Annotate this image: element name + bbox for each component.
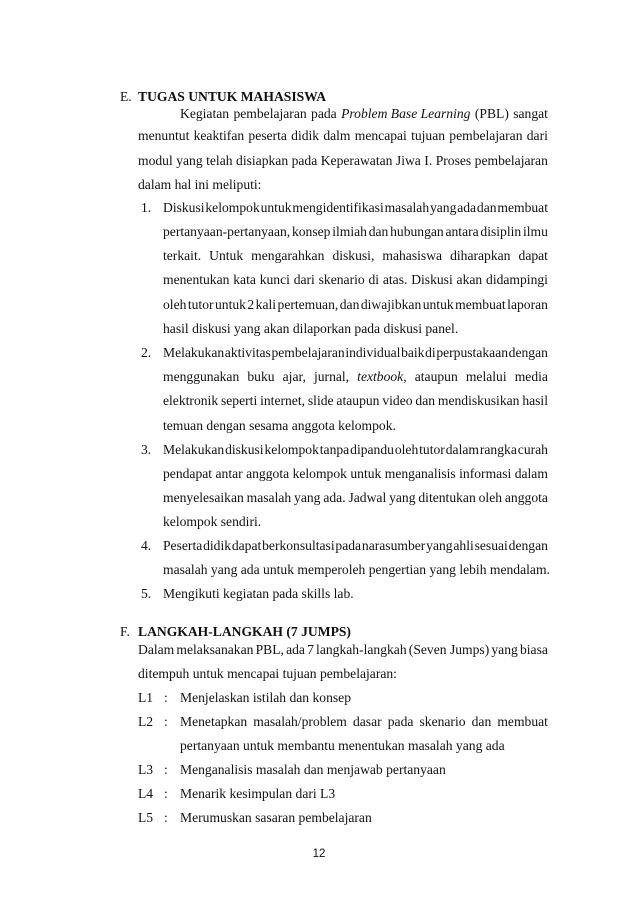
word: diharapkan bbox=[450, 248, 511, 263]
word: ataupun bbox=[414, 369, 458, 384]
list-item-2-line-3 bbox=[163, 393, 548, 409]
word: pada bbox=[291, 153, 318, 168]
word: untuk bbox=[260, 200, 292, 215]
section-e-intro-line-2 bbox=[138, 128, 548, 144]
word: pembelajaran bbox=[233, 106, 307, 121]
step-colon: : bbox=[164, 786, 168, 801]
word: membuat bbox=[497, 714, 548, 729]
word: 2 bbox=[247, 297, 255, 312]
word: melaksanakan bbox=[176, 642, 254, 657]
page-number: 12 bbox=[312, 848, 326, 860]
word: di bbox=[368, 272, 380, 287]
word: baik bbox=[401, 345, 425, 360]
word: membuat bbox=[455, 297, 506, 312]
list-item-number: 5. bbox=[141, 586, 152, 601]
word: pembelajaran bbox=[271, 345, 345, 360]
word: oleh bbox=[478, 490, 503, 505]
list-item-3-line-1 bbox=[163, 442, 548, 458]
word: keaktifan bbox=[193, 128, 245, 143]
word: media bbox=[514, 369, 548, 384]
section-f-letter: F. bbox=[120, 624, 130, 639]
word: Untuk bbox=[209, 248, 244, 263]
word: untuk bbox=[422, 297, 454, 312]
step-label: L3 bbox=[138, 762, 154, 777]
word: mengidentifikasi bbox=[292, 200, 384, 215]
word: internet, bbox=[260, 393, 306, 408]
section-f-heading: LANGKAH-LANGKAH (7 JUMPS) bbox=[138, 624, 351, 639]
word: rangka bbox=[479, 442, 517, 457]
word: yang bbox=[294, 490, 321, 505]
word: individual bbox=[345, 345, 401, 360]
word: akan bbox=[456, 272, 483, 287]
word: pada bbox=[335, 538, 362, 553]
word: ahli bbox=[453, 538, 474, 553]
word: di bbox=[425, 345, 436, 360]
word: ilmu bbox=[522, 224, 548, 239]
word: tujuan bbox=[411, 128, 446, 143]
word: diskusi, bbox=[332, 248, 375, 263]
word: tutor bbox=[419, 442, 445, 457]
step-label: L2 bbox=[138, 714, 154, 729]
list-item-3-line-4: kelompok sendiri. bbox=[163, 514, 262, 529]
list-item-2-line-1 bbox=[163, 345, 548, 361]
step-label: L4 bbox=[138, 786, 154, 801]
word: langkah-langkah bbox=[316, 642, 407, 657]
word: dalm bbox=[323, 128, 351, 143]
word: dalam bbox=[445, 442, 479, 457]
word: curah bbox=[517, 442, 548, 457]
word: antara bbox=[445, 224, 479, 239]
section-e-letter: E. bbox=[120, 89, 132, 104]
word: yang bbox=[426, 538, 453, 553]
word: video bbox=[382, 393, 413, 408]
word: anggota bbox=[246, 466, 290, 481]
word: Melakukan bbox=[163, 442, 225, 457]
word: slide bbox=[307, 393, 334, 408]
list-item-1-line-6: hasil diskusi yang akan dilaporkan pada diskusi panel. bbox=[163, 321, 459, 336]
word: informasi bbox=[459, 466, 512, 481]
word: didik bbox=[203, 538, 232, 553]
word: skenario bbox=[318, 272, 365, 287]
word: oleh bbox=[163, 297, 187, 312]
word: tutor bbox=[187, 297, 214, 312]
word: pertanyaan-pertanyaan, bbox=[163, 224, 291, 239]
word: kelompok bbox=[205, 200, 260, 215]
word: skenario bbox=[419, 714, 466, 729]
section-e-intro-line-3 bbox=[138, 153, 548, 169]
word: perpustakaan bbox=[436, 345, 509, 360]
word: aktivitas bbox=[224, 345, 271, 360]
word: didik bbox=[291, 128, 320, 143]
word: dalam bbox=[514, 466, 548, 481]
list-item-number: 1. bbox=[141, 200, 152, 215]
section-f-intro-line-1 bbox=[138, 642, 548, 658]
list-item-3-line-3 bbox=[163, 490, 548, 506]
step-colon: : bbox=[164, 762, 168, 777]
section-e-heading: TUGAS UNTUK MAHASISWA bbox=[138, 89, 327, 104]
word: masalah bbox=[246, 490, 292, 505]
word: Jadwal bbox=[348, 490, 387, 505]
word: menganalisis bbox=[384, 466, 456, 481]
word: antar bbox=[215, 466, 243, 481]
word: hasil bbox=[522, 393, 548, 408]
word: menggunakan bbox=[163, 369, 240, 384]
word: diwajibkan bbox=[360, 297, 422, 312]
word: dan bbox=[415, 393, 436, 408]
word: diskusi bbox=[225, 442, 264, 457]
word: dan bbox=[476, 200, 497, 215]
step-colon: : bbox=[164, 714, 168, 729]
step-l2-line-2: pertanyaan untuk membantu menentukan masalah yang ada bbox=[180, 738, 505, 753]
step-l4-text: Menarik kesimpulan dari L3 bbox=[180, 786, 336, 801]
word: sangat bbox=[513, 106, 548, 121]
word: (Seven Jumps) bbox=[408, 642, 490, 657]
word: telah bbox=[206, 153, 233, 168]
list-item-1-line-1 bbox=[163, 200, 548, 216]
word: Peserta bbox=[163, 538, 203, 553]
word: dan bbox=[368, 224, 389, 239]
list-item-5-line-1: Mengikuti kegiatan pada skills lab. bbox=[163, 586, 354, 601]
list-item-2-line-2 bbox=[163, 369, 548, 385]
word: dapat bbox=[518, 248, 548, 263]
word: mahasiswa bbox=[382, 248, 443, 263]
word: Diskusi bbox=[411, 272, 453, 287]
word: dapat bbox=[231, 538, 262, 553]
list-item-2-line-4: temuan dengan sesama anggota kelompok. bbox=[163, 418, 396, 433]
step-l1-text: Menjelaskan istilah dan konsep bbox=[180, 690, 352, 705]
word: ada bbox=[286, 642, 305, 657]
list-item-1-line-4 bbox=[163, 272, 548, 288]
word: untuk bbox=[350, 466, 382, 481]
word: yang bbox=[176, 153, 203, 168]
word: Dalam bbox=[138, 642, 175, 657]
word: sesuai bbox=[474, 538, 508, 553]
word: I. bbox=[424, 153, 433, 168]
word: modul bbox=[138, 153, 173, 168]
step-l5-text: Merumuskan sasaran pembelajaran bbox=[180, 810, 372, 825]
word: menentukan bbox=[163, 272, 230, 287]
list-item-1-line-3 bbox=[163, 248, 548, 264]
word: yang bbox=[429, 200, 457, 215]
word: pembelajaran bbox=[474, 153, 548, 168]
word: membuat bbox=[497, 200, 548, 215]
word: mengarahkan bbox=[251, 248, 325, 263]
list-item-3-line-2 bbox=[163, 466, 548, 482]
word: masalah/problem bbox=[253, 714, 347, 729]
word: disiapkan bbox=[236, 153, 289, 168]
word: (PBL) bbox=[474, 106, 509, 121]
word: Jiwa bbox=[395, 153, 421, 168]
word: dari bbox=[293, 272, 315, 287]
word: berkonsultasi bbox=[262, 538, 335, 553]
word: pada bbox=[311, 106, 337, 121]
section-f-intro-line-2: ditempuh untuk mencapai tujuan pembelajaran: bbox=[138, 666, 397, 681]
list-item-number: 4. bbox=[141, 538, 152, 553]
word: untuk bbox=[215, 297, 246, 312]
word: masalah bbox=[384, 200, 430, 215]
step-label: L5 bbox=[138, 810, 154, 825]
word: ada. bbox=[323, 490, 346, 505]
list-item-4-line-2: masalah yang ada untuk memperoleh pengertian yang lebih mendalam. bbox=[163, 562, 550, 577]
word: jurnal, bbox=[313, 369, 350, 384]
word: mendiskusikan bbox=[437, 393, 520, 408]
word: pada bbox=[387, 714, 414, 729]
word: ataupun bbox=[336, 393, 380, 408]
word: mencapai bbox=[354, 128, 407, 143]
word: seperti bbox=[220, 393, 258, 408]
section-e-intro-line-1 bbox=[180, 106, 548, 122]
step-l2-line-1 bbox=[180, 714, 548, 730]
word: konsep bbox=[291, 224, 331, 239]
step-l3-text: Menganalisis masalah dan menjawab pertanyaan bbox=[180, 762, 446, 777]
list-item-number: 2. bbox=[141, 345, 152, 360]
list-item-1-line-2 bbox=[163, 224, 548, 240]
word: kelompok bbox=[292, 466, 347, 481]
word: menyelesaikan bbox=[163, 490, 244, 505]
word: didampingi bbox=[486, 272, 548, 287]
step-label: L1 bbox=[138, 690, 154, 705]
list-item-number: 3. bbox=[141, 442, 152, 457]
step-colon: : bbox=[164, 690, 168, 705]
word: dengan bbox=[508, 538, 548, 553]
list-item-4-line-1 bbox=[163, 538, 548, 554]
word: Melakukan bbox=[163, 345, 225, 360]
word: kunci bbox=[259, 272, 290, 287]
word: pembelajaran bbox=[449, 128, 523, 143]
word: Diskusi bbox=[163, 200, 205, 215]
word: dan bbox=[471, 714, 492, 729]
word: biasa bbox=[519, 642, 548, 657]
word: Problem Base Learning bbox=[341, 106, 471, 121]
word: tanpa bbox=[319, 442, 350, 457]
word: laporan bbox=[507, 297, 548, 312]
word: kata bbox=[233, 272, 256, 287]
word: yang bbox=[389, 490, 416, 505]
word: melalui bbox=[465, 369, 507, 384]
word: dari bbox=[526, 128, 548, 143]
word: dasar bbox=[352, 714, 382, 729]
step-colon: : bbox=[164, 810, 168, 825]
word: pendapat bbox=[163, 466, 213, 481]
word: 7 bbox=[307, 642, 314, 657]
word: ajar, bbox=[282, 369, 306, 384]
word: narasumber bbox=[361, 538, 426, 553]
word: PBL, bbox=[255, 642, 284, 657]
section-e-intro-line-4: dalam hal ini meliputi: bbox=[138, 177, 262, 192]
word: elektronik bbox=[163, 393, 219, 408]
word: disiplin bbox=[480, 224, 522, 239]
word: peserta bbox=[248, 128, 287, 143]
word: anggota bbox=[504, 490, 548, 505]
word: Menetapkan bbox=[180, 714, 248, 729]
word: kali bbox=[255, 297, 277, 312]
word: dipandu bbox=[350, 442, 394, 457]
word: yang bbox=[491, 642, 518, 657]
word: ada bbox=[457, 200, 477, 215]
word: menuntut bbox=[138, 128, 190, 143]
word: dan bbox=[339, 297, 360, 312]
word: ditentukan bbox=[418, 490, 476, 505]
word: hubungan bbox=[390, 224, 444, 239]
word: kelompok bbox=[264, 442, 319, 457]
list-item-1-line-5 bbox=[163, 297, 548, 313]
word: buku bbox=[247, 369, 275, 384]
word: textbook, bbox=[357, 369, 407, 384]
word: Kegiatan bbox=[180, 106, 230, 121]
word: ilmiah bbox=[332, 224, 367, 239]
word: oleh bbox=[394, 442, 419, 457]
word: Keperawatan bbox=[320, 153, 393, 168]
word: pertemuan, bbox=[277, 297, 339, 312]
word: terkait. bbox=[163, 248, 202, 263]
word: dengan bbox=[508, 345, 548, 360]
word: atas. bbox=[382, 272, 408, 287]
word: Proses bbox=[435, 153, 472, 168]
